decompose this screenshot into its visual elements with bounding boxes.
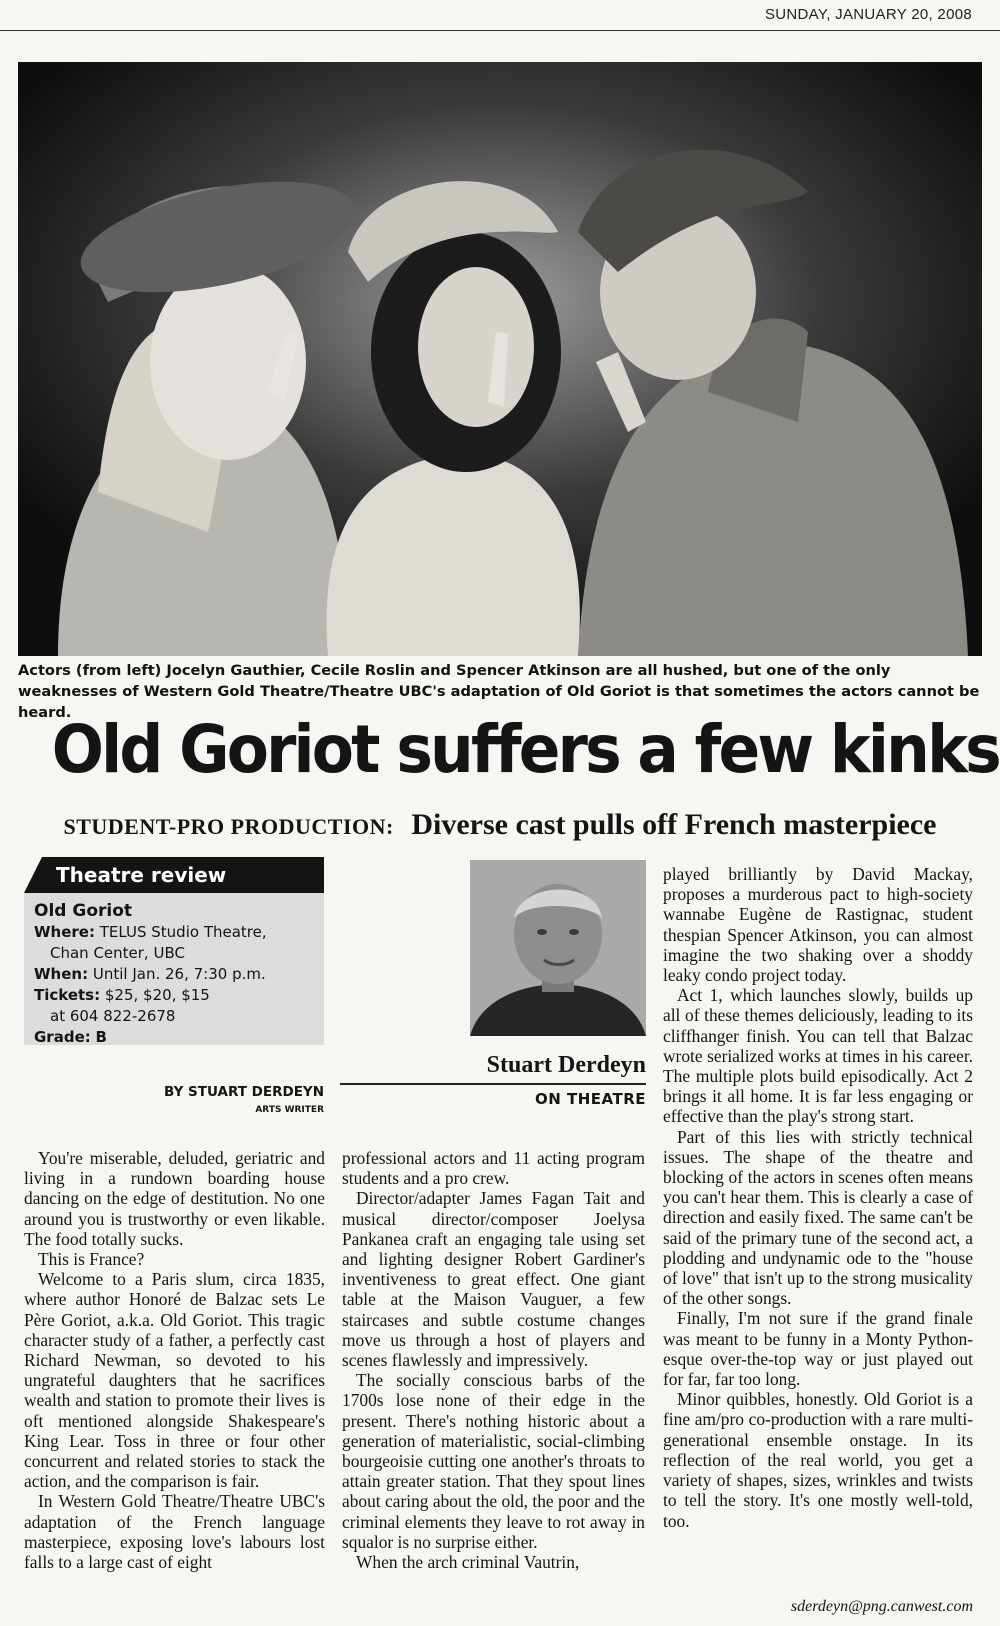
- info-where-line-2: Chan Center, UBC: [50, 944, 185, 962]
- body-paragraph: played brilliantly by David Mackay, proposes a murderous pact to high-society wannabe Eugène de Rastignac, student thespian Spencer Atkinson, you can almost imagine the two shaking over a shoddy leaky condo project today.: [663, 864, 973, 986]
- subhead-kicker: STUDENT-PRO PRODUCTION:: [63, 814, 394, 839]
- dateline: SUNDAY, JANUARY 20, 2008: [764, 6, 972, 23]
- info-when-label: When:: [34, 965, 89, 983]
- body-column-3: [663, 864, 973, 1531]
- body-paragraph: Act 1, which launches slowly, builds up all of these themes deliciously, leading to its cliffhanger finish. You can tell that Balzac wrote serialized works at times in his career. The multiple plots build episodically. Act 2 brings it all home. It is far less engaging or effective than the play's strong start.: [663, 985, 973, 1127]
- info-grade: [34, 1027, 314, 1048]
- body-paragraph: This is France?: [38, 1249, 145, 1270]
- columnist-rule: [340, 1083, 646, 1085]
- body-paragraph: The socially conscious barbs of the 1700s lose none of their edge in the present. There's nothing historic about a generation of materialistic, social-climbing bourgeoisie cutting one another's throats to attain greater station. That they spout lines about caring about the old, the poor and the criminal elements they leave to rot away in squalor is no surprise either.: [342, 1370, 645, 1552]
- info-grade-value: B: [95, 1028, 107, 1046]
- info-when: [34, 964, 314, 985]
- info-tickets-label: Tickets:: [34, 986, 101, 1004]
- info-grade-label: Grade:: [34, 1028, 91, 1046]
- columnist-portrait: [470, 860, 646, 1036]
- info-when-value: Until Jan. 26, 7:30 p.m.: [92, 965, 266, 983]
- subhead: [18, 808, 982, 842]
- info-box-notch: [24, 857, 42, 893]
- info-box-body: [24, 893, 324, 1045]
- columnist-name: Stuart Derdeyn: [486, 1052, 646, 1078]
- top-rule: [0, 30, 1000, 31]
- body-paragraph: Part of this lies with strictly technical issues. The shape of the theatre and blocking of the actors in scenes often means you can't hear them. This is clearly a case of direction and easily fixed. The same can't be said of the primary tune of the second act, a plodding and undynamic ode to the "house of love" that isn't up to the strong musicality of the other songs.: [663, 1126, 973, 1309]
- info-where: [34, 922, 314, 943]
- info-where-label: Where:: [34, 923, 95, 941]
- info-where-value: TELUS Studio Theatre,: [99, 923, 267, 941]
- columnist-label: ON THEATRE: [534, 1090, 646, 1108]
- production-photo: [18, 62, 982, 656]
- subhead-text: Diverse cast pulls off French masterpiece: [411, 808, 937, 841]
- byline-title: ARTS WRITER: [255, 1105, 324, 1115]
- body-paragraph: You're miserable, deluded, geriatric and living in a rundown boarding house dancing on the edge of destitution. No one around you is trustworthy or even likable. The food totally sucks.: [24, 1148, 325, 1249]
- headline: Old Goriot suffers a few kinks: [51, 711, 999, 788]
- photo-caption: Actors (from left) Jocelyn Gauthier, Cecile Roslin and Spencer Atkinson are all hushed, but one of the only weaknesses of Western Gold Theatre/Theatre UBC's adaptation of Old Goriot is that sometimes the actors cannot be heard.: [18, 662, 980, 721]
- body-paragraph: Director/adapter James Fagan Tait and musical director/composer Joelysa Pankanea craft an engaging tale using set and lighting designer Robert Gardiner's inventiveness to great effect. One giant table at the Maison Vauguer, a few staircases and subtle costume changes move us through a host of players and scenes flawlessly and impressively.: [342, 1188, 645, 1371]
- body-paragraph: In Western Gold Theatre/Theatre UBC's adaptation of the French language masterpiece, exposing love's labours lost falls to a large cast of eight: [24, 1491, 325, 1573]
- body-column-1: [24, 1148, 325, 1572]
- body-paragraph: When the arch criminal Vautrin,: [356, 1552, 580, 1573]
- byline: BY STUART DERDEYN: [164, 1084, 324, 1100]
- info-title: Old Goriot: [34, 901, 133, 921]
- body-paragraph: Welcome to a Paris slum, circa 1835, where author Honoré de Balzac sets Le Père Goriot, a.k.a. Old Goriot. This tragic character study of a father, a perfectly cast Richard Newman, so devoted to his ungrateful daughters that he sacrifices wealth and station to promote their lives is oft mentioned alongside Shakespeare's King Lear. Toss in three or four other concurrent and related stories to stack the action, and the comparison is fair.: [24, 1269, 325, 1492]
- body-column-2: [342, 1148, 645, 1572]
- info-tickets: [34, 985, 314, 1006]
- info-tickets-value: $25, $20, $15: [104, 986, 210, 1004]
- review-info-box: [24, 857, 324, 1047]
- info-tickets-phone: at 604 822-2678: [50, 1007, 176, 1025]
- body-paragraph: Finally, I'm not sure if the grand finale was meant to be funny in a Monty Python-esque over-the-top way or just played out for far, far too long.: [663, 1308, 973, 1390]
- author-email: sderdeyn@png.canwest.com: [790, 1598, 973, 1615]
- body-paragraph: professional actors and 11 acting program students and a pro crew.: [342, 1148, 645, 1189]
- info-box-tab: Theatre review: [42, 857, 324, 893]
- body-paragraph: Minor quibbles, honestly. Old Goriot is a fine am/pro co-production with a rare multi-generational ensemble onstage. In its reflection of the real world, you get a variety of shapes, sizes, wrinkles and twists to tell the story. It's one mostly well-told, too.: [663, 1389, 973, 1531]
